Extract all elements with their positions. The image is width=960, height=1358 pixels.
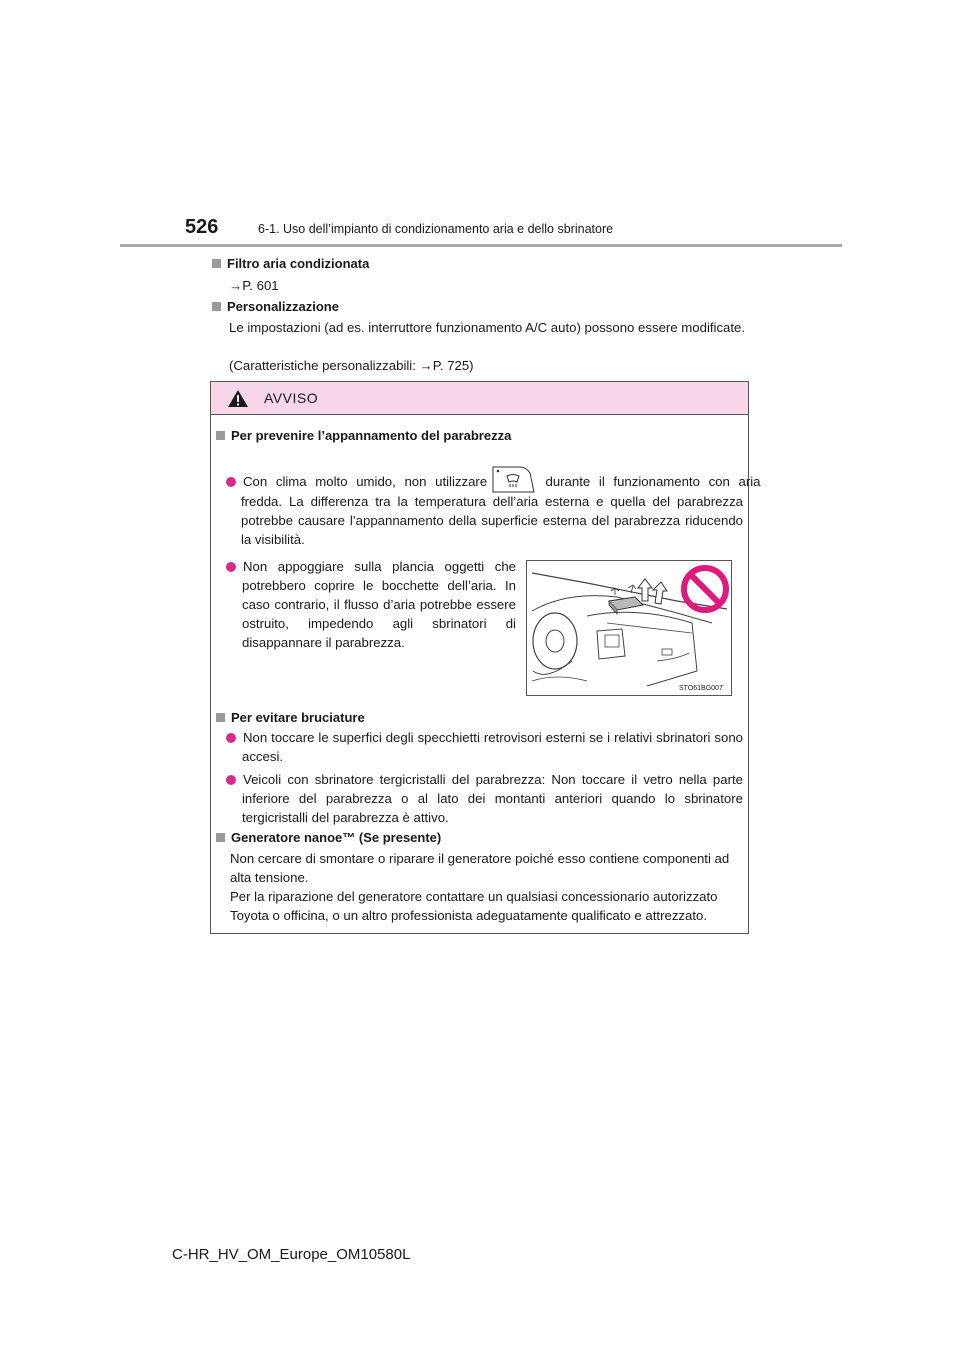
footer-doc-code: C-HR_HV_OM_Europe_OM10580L xyxy=(172,1246,411,1263)
windshield-defroster-button-icon xyxy=(490,465,536,495)
warning-triangle-icon xyxy=(227,389,249,408)
warning-header xyxy=(211,382,748,415)
burns-heading: Per evitare bruciature xyxy=(216,710,365,725)
dashboard-vents-drawing xyxy=(527,561,731,695)
bullet-dot-icon xyxy=(226,733,236,743)
dashboard-illustration xyxy=(526,560,732,696)
fog-bullet-1-text: fredda. La differenza tra la temperatura dell’aria esterna e quella del parabrezza potrebbe causare l’appannamento della superficie esterna del parabrezza riducendo la visibilità. xyxy=(241,494,743,547)
personalization-heading: Personalizzazione xyxy=(212,299,339,314)
nanoe-heading: Generatore nanoe™ (Se presente) xyxy=(216,830,441,845)
bullet-dot-icon xyxy=(226,477,236,487)
square-bullet-icon xyxy=(216,431,225,440)
section-title: 6-1. Uso dell’impianto di condizionamento aria e dello sbrinatore xyxy=(258,222,614,236)
square-bullet-icon xyxy=(212,302,221,311)
bullet-dot-icon xyxy=(226,775,236,785)
bullet-dot-icon xyxy=(226,562,236,572)
burns-bullet-1: Non toccare le superfici degli specchietti retrovisori esterni se i relativi sbrinatori sono accesi. xyxy=(226,728,743,766)
square-bullet-icon xyxy=(212,259,221,268)
fog-bullet-1-first-line: Con clima molto umido, non utilizzare durante il funzionamento con aria xyxy=(226,465,743,495)
illustration-code: STO61BG007 xyxy=(679,685,723,692)
warning-label: AVVISO xyxy=(264,390,319,406)
fog-bullet-2: Non appoggiare sulla plancia oggetti che potrebbero coprire le bocchette dell’aria. In caso contrario, il flusso d’aria potrebbe essere ostruito, impedendo agli sbrinatori di disappannare il parabrezza. xyxy=(226,557,516,652)
filter-reference[interactable]: →P. 601 xyxy=(229,278,279,293)
personalization-reference[interactable]: (Caratteristiche personalizzabili: →P. 725) xyxy=(229,358,474,373)
warning-box xyxy=(210,381,761,934)
fog-heading: Per prevenire l’appannamento del parabrezza xyxy=(216,428,511,443)
burns-bullet-2: Veicoli con sbrinatore tergicristalli del parabrezza: Non toccare il vetro nella parte inferiore del parabrezza o al lato dei montanti anteriori quando lo sbrinatore tergicristalli del parabrezza è attivo. xyxy=(226,770,743,827)
header-rule xyxy=(120,244,842,247)
personalization-text: Le impostazioni (ad es. interruttore funzionamento A/C auto) possono essere modificate. xyxy=(229,320,746,335)
page-number: 526 xyxy=(185,216,219,238)
square-bullet-icon xyxy=(216,833,225,842)
nanoe-text-1: Non cercare di smontare o riparare il generatore poiché esso contiene componenti ad alta tensione. xyxy=(230,851,730,885)
nanoe-text-2: Per la riparazione del generatore contattare un qualsiasi concessionario autorizzato Toyota o officina, o un altro professionista adeguatamente qualificato e attrezzato. xyxy=(230,889,718,923)
filter-heading: Filtro aria condizionata xyxy=(212,256,369,271)
square-bullet-icon xyxy=(216,713,225,722)
